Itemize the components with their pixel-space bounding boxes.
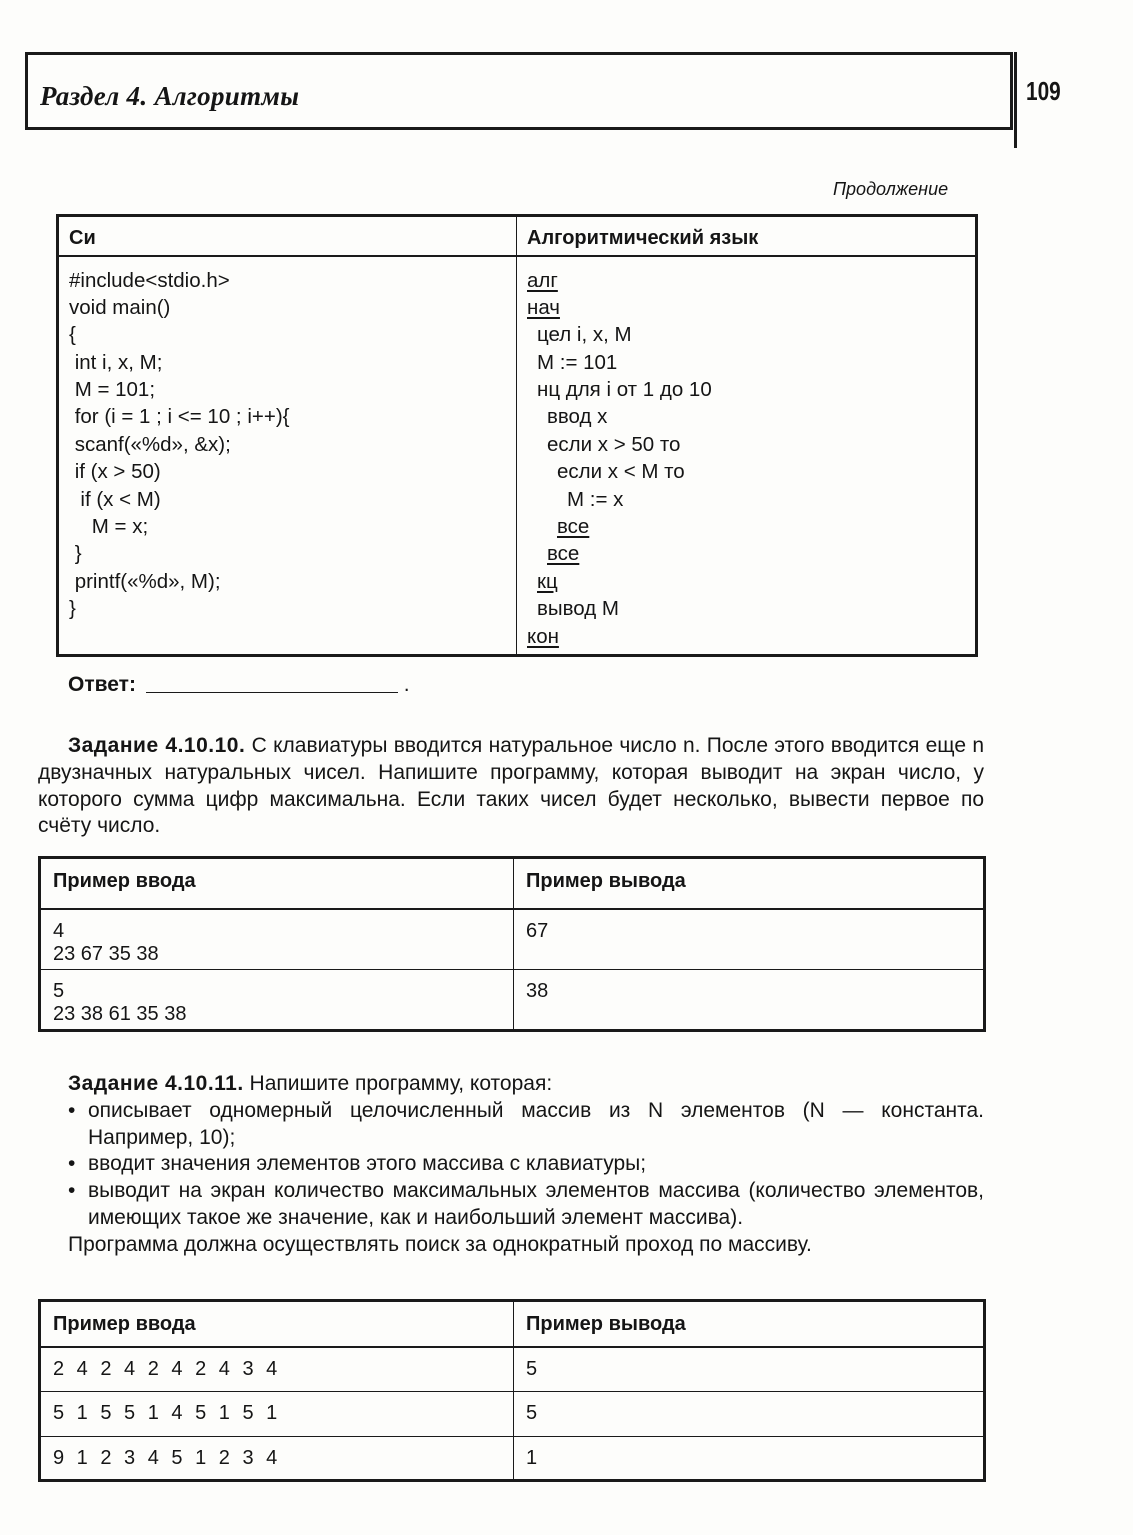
algo-code-line: ввод x — [547, 405, 608, 429]
algo-code-line: все — [557, 515, 590, 539]
input-cell: 9 1 2 3 4 5 1 2 3 4 — [40, 1437, 514, 1481]
task-title: Задание 4.10.10. — [68, 734, 246, 757]
task-closing: Программа должна осуществлять поиск за однократный проход по массиву. — [68, 1232, 812, 1256]
list-item: • выводит на экран количество максимальных элементов массива (количество элементов, имеющих такое же значение, как и наибольший элемент массива). — [66, 1178, 984, 1232]
c-code-cell — [58, 256, 517, 656]
output-cell: 5 — [514, 1347, 985, 1392]
algo-code-line: все — [547, 542, 580, 566]
section-header — [25, 52, 1013, 130]
answer-row — [68, 673, 410, 697]
task-title: Задание 4.10.11. — [68, 1072, 244, 1095]
input-cell: 4 23 67 35 38 — [40, 909, 514, 970]
algo-code-line: алг — [527, 268, 558, 292]
c-code-line: } — [69, 542, 82, 566]
input-cell: 5 23 38 61 35 38 — [40, 970, 514, 1031]
algo-code-line: M := 101 — [537, 350, 618, 374]
algo-code-line: если x < M то — [557, 460, 685, 484]
column-header-output: Пример вывода — [514, 1301, 985, 1347]
input-cell: 5 1 5 5 1 4 5 1 5 1 — [40, 1392, 514, 1437]
task-4-10-10-text — [38, 733, 984, 840]
list-item: • описывает одномерный целочисленный массив из N элементов (N — константа. Например, 10); — [66, 1098, 984, 1152]
c-code-line: } — [69, 597, 76, 621]
algo-code-line: вывод M — [537, 597, 619, 621]
code-comparison-table — [56, 214, 978, 657]
c-code-line: #include<stdio.h> — [69, 268, 230, 292]
c-code-line: if (x < M) — [69, 487, 161, 511]
task-body: С клавиатуры вводится натуральное число n. После этого вводится еще n двузначных натуральных чисел. Напишите программу, которая выводит на экран число, у которого сумма цифр максимальна. Если таких чисел будет несколько, вывести первое по счёту число. — [38, 734, 985, 838]
table-row — [40, 909, 985, 970]
output-cell: 67 — [514, 909, 985, 970]
continuation-label: Продолжение — [833, 179, 949, 199]
algo-code-line: нач — [527, 295, 560, 319]
input-cell: 2 4 2 4 2 4 2 4 3 4 — [40, 1347, 514, 1392]
c-code-line: int i, x, M; — [69, 350, 163, 374]
c-code-line: scanf(«%d», &x); — [69, 432, 231, 456]
column-header-c: Си — [58, 216, 517, 256]
answer-period: . — [403, 673, 410, 696]
task-4-10-11-intro — [68, 1071, 984, 1098]
table-row — [40, 970, 985, 1031]
table-row — [40, 1347, 985, 1392]
answer-label: Ответ: — [68, 673, 136, 696]
c-code-line: printf(«%d», M); — [69, 569, 221, 593]
algo-code-line: нц для i от 1 до 10 — [537, 378, 712, 402]
column-header-algo: Алгоритмический язык — [517, 216, 977, 256]
page-number: 109 — [1026, 76, 1061, 106]
answer-blank[interactable] — [146, 692, 398, 693]
table-row — [40, 1437, 985, 1481]
page-rule — [1014, 52, 1017, 148]
algo-code-line: кон — [527, 624, 559, 648]
requirements-list — [66, 1098, 984, 1232]
list-item: • вводит значения элементов этого массива с клавиатуры; — [66, 1151, 984, 1178]
output-cell: 38 — [514, 970, 985, 1031]
c-code-line: { — [69, 323, 76, 347]
example-table-4-10-10 — [38, 856, 986, 1032]
output-cell: 1 — [514, 1437, 985, 1481]
column-header-input: Пример ввода — [40, 1301, 514, 1347]
c-code-line: M = 101; — [69, 378, 156, 402]
c-code-line: if (x > 50) — [69, 460, 161, 484]
algo-code-line: M := x — [567, 487, 624, 511]
task-intro: Напишите программу, которая: — [249, 1072, 553, 1095]
algo-code-line: цел i, x, M — [537, 323, 632, 347]
task-4-10-11 — [68, 1071, 984, 1259]
task-4-10-10 — [38, 733, 984, 840]
algo-code-cell — [517, 256, 977, 656]
table-row — [40, 1392, 985, 1437]
column-header-output: Пример вывода — [514, 858, 985, 909]
algo-code-line: если x > 50 то — [547, 432, 681, 456]
c-code-line: for (i = 1 ; i <= 10 ; i++){ — [69, 405, 290, 429]
section-title: Раздел 4. Алгоритмы — [40, 81, 300, 111]
example-table-4-10-11 — [38, 1299, 986, 1482]
output-cell: 5 — [514, 1392, 985, 1437]
c-code-line: void main() — [69, 295, 171, 319]
column-header-input: Пример ввода — [40, 858, 514, 909]
algo-code-line: кц — [537, 569, 558, 593]
c-code-line: M = x; — [69, 515, 149, 539]
